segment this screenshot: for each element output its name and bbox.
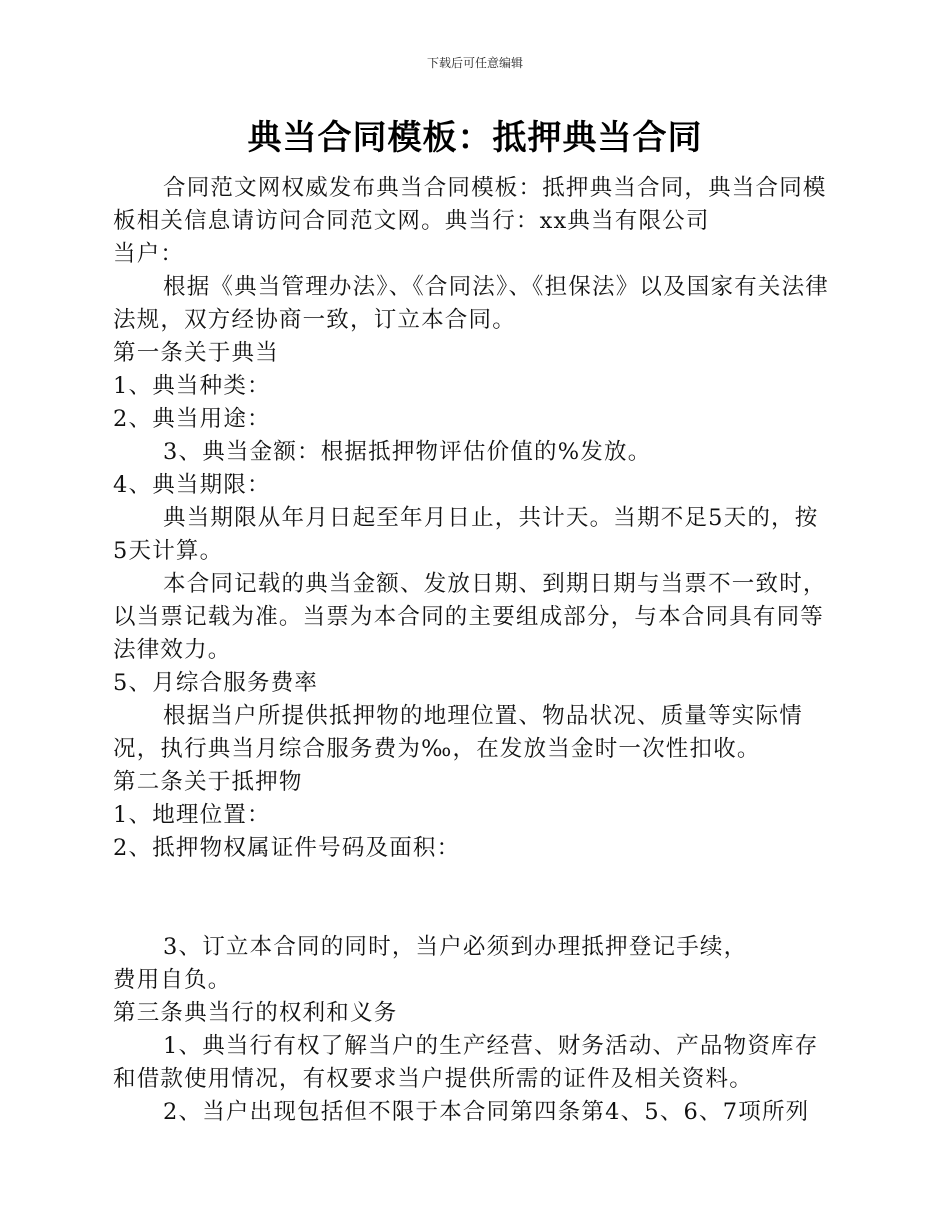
clause-line: 1、典当种类： [113, 373, 271, 399]
document-body [113, 172, 833, 1129]
intro-paragraph: 合同范文网权威发布典当合同模板：抵押典当合同，典当合同模板相关信息请访问合同范文网。典当行：xx典当有限公司 [113, 175, 827, 234]
clause-line: 5、月综合服务费率 [113, 670, 319, 696]
article-heading: 第一条关于典当 [113, 340, 279, 366]
term-paragraph: 典当期限从年月日起至年月日止，共计天。当期不足5天的，按5天计算。 [113, 505, 819, 564]
header-note: 下载后可任意编辑 [426, 56, 523, 70]
clause-line: 2、抵押物权属证件号码及面积： [113, 835, 461, 861]
rights-paragraph: 2、当户出现包括但不限于本合同第四条第4、5、6、7项所列 [163, 1099, 810, 1125]
clause-line: 4、典当期限： [113, 472, 271, 498]
basis-paragraph: 根据《典当管理办法》、《合同法》、《担保法》以及国家有关法律法规，双方经协商一致，订立本合同。 [113, 274, 830, 333]
rights-paragraph: 1、典当行有权了解当户的生产经营、财务活动、产品物资库存和借款使用情况，有权要求当户提供所需的证件及相关资料。 [113, 1033, 819, 1092]
pawner-line: 当户： [113, 241, 185, 267]
clause-line: 费用自负。 [113, 967, 232, 993]
article-heading: 第二条关于抵押物 [113, 769, 303, 795]
clause-line: 3、典当金额：根据抵押物评估价值的%发放。 [163, 439, 652, 465]
blank-space [113, 865, 833, 931]
article-heading: 第三条典当行的权利和义务 [113, 1000, 398, 1026]
clause-line: 3、订立本合同的同时，当户必须到办理抵押登记手续， [163, 934, 748, 960]
ticket-paragraph: 本合同记载的典当金额、发放日期、到期日期与当票不一致时，以当票记载为准。当票为本合同的主要组成部分，与本合同具有同等法律效力。 [113, 571, 827, 663]
clause-line: 2、典当用途： [113, 406, 271, 432]
document-title: 典当合同模板：抵押典当合同 [247, 118, 703, 158]
clause-line: 1、地理位置： [113, 802, 271, 828]
fee-paragraph: 根据当户所提供抵押物的地理位置、物品状况、质量等实际情况，执行典当月综合服务费为‰，在发放当金时一次性扣收。 [113, 703, 803, 762]
